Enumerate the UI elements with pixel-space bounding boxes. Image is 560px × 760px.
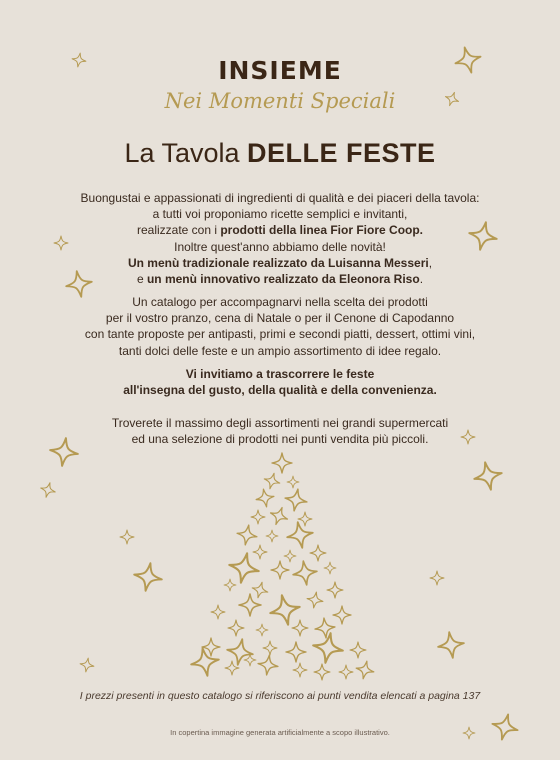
star-icon xyxy=(263,641,277,655)
intro-line-5-bold: Un menù tradizionale realizzato da Luisanna Messeri xyxy=(127,255,429,270)
heading-tavola-feste xyxy=(0,138,560,169)
star-icon xyxy=(324,562,336,574)
catalog-paragraph xyxy=(40,294,520,359)
star-icon xyxy=(471,459,504,492)
star-icon xyxy=(253,545,267,559)
star-icon xyxy=(310,545,326,561)
invite-line-2: all'insegna del gusto, della qualità e della convenienza. xyxy=(123,383,437,398)
star-icon xyxy=(272,453,292,473)
star-icon xyxy=(224,579,236,591)
star-icon xyxy=(255,488,276,509)
heading-insieme: INSIEME xyxy=(218,56,342,85)
star-icon xyxy=(430,571,444,585)
star-icon xyxy=(228,620,244,636)
intro-line-6-bold: un menù innovativo realizzato da Eleonora Riso xyxy=(146,272,420,287)
assortment-line-2: ed una selezione di prodotti nei punti vendita più piccoli. xyxy=(131,432,429,447)
star-icon xyxy=(284,550,296,562)
intro-line-6-pre: e xyxy=(136,272,147,287)
assortment-line-1: Troverete il massimo degli assortimenti nei grandi supermercati xyxy=(111,416,449,430)
intro-line-1: Buongustai e appassionati di ingredienti di qualità e dei piaceri della tavola: xyxy=(80,191,480,205)
prices-note: I prezzi presenti in questo catalogo si riferiscono ai punti vendita elencati a pagina 137 xyxy=(79,690,481,702)
star-icon xyxy=(251,510,265,524)
star-icon xyxy=(350,642,366,658)
intro-line-5 xyxy=(40,255,520,271)
invite-line-1: Vi invitiamo a trascorrere le feste xyxy=(185,367,375,381)
star-icon xyxy=(285,520,315,550)
star-icon xyxy=(287,476,299,488)
star-icon xyxy=(262,471,282,491)
star-icon xyxy=(293,663,307,677)
star-icon xyxy=(267,592,303,628)
star-icon xyxy=(286,642,306,662)
star-icon xyxy=(250,580,270,600)
star-icon xyxy=(311,631,346,666)
star-icon xyxy=(235,523,258,546)
star-icon xyxy=(266,530,278,542)
cover-image-note: In copertina immagine generata artificialmente a scopo illustrativo. xyxy=(170,728,390,737)
catalog-line-4: tanti dolci delle feste e un ampio assortimento di idee regalo. xyxy=(118,343,442,358)
catalog-line-1: Un catalogo per accompagnarvi nella scelta dei prodotti xyxy=(132,295,428,309)
star-icon xyxy=(211,605,225,619)
star-icon xyxy=(298,512,312,526)
intro-line-3-pre: realizzate con i xyxy=(136,223,221,238)
star-icon xyxy=(79,657,95,673)
intro-line-5-post: , xyxy=(428,255,433,270)
star-icon xyxy=(327,582,343,598)
star-icon xyxy=(436,630,465,659)
intro-line-6 xyxy=(40,271,520,287)
star-icon xyxy=(306,591,325,610)
star-icon xyxy=(291,559,318,586)
heading-tavola-bold: DELLE FESTE xyxy=(247,138,436,168)
heading-momenti-speciali: Nei Momenti Speciali xyxy=(164,89,396,113)
star-icon xyxy=(292,620,308,636)
star-icon xyxy=(354,659,375,680)
intro-paragraph xyxy=(40,190,520,287)
heading-tavola-regular: La Tavola xyxy=(124,138,248,168)
catalog-line-2: per il vostro pranzo, cena di Natale o per il Cenone di Capodanno xyxy=(105,311,455,326)
intro-line-3 xyxy=(40,222,520,238)
star-icon xyxy=(333,606,351,624)
intro-line-4: Inoltre quest'anno abbiamo delle novità! xyxy=(174,239,386,254)
star-icon xyxy=(189,646,221,678)
star-icon xyxy=(257,654,280,677)
assortment-paragraph xyxy=(40,415,520,447)
star-icon xyxy=(339,665,353,679)
catalog-line-3: con tante proposte per antipasti, primi e secondi piatti, dessert, ottimi vini, xyxy=(84,327,476,342)
star-icon xyxy=(256,624,268,636)
star-icon xyxy=(314,617,336,639)
intro-line-3-bold: prodotti della linea Fior Fiore Coop. xyxy=(220,223,424,238)
star-icon xyxy=(489,711,521,743)
star-icon xyxy=(120,530,134,544)
intro-line-2: a tutti voi proponiamo ricette semplici e invitanti, xyxy=(152,207,408,222)
star-christmas-tree-icon xyxy=(189,453,376,681)
star-icon xyxy=(132,561,164,593)
star-icon xyxy=(39,481,57,499)
invite-paragraph xyxy=(40,366,520,398)
star-icon xyxy=(271,561,289,579)
star-icon xyxy=(225,637,255,667)
star-icon xyxy=(226,550,262,586)
star-icon xyxy=(283,487,308,512)
star-icon xyxy=(314,664,330,680)
intro-line-6-post: . xyxy=(419,272,424,287)
star-icon xyxy=(267,504,290,527)
